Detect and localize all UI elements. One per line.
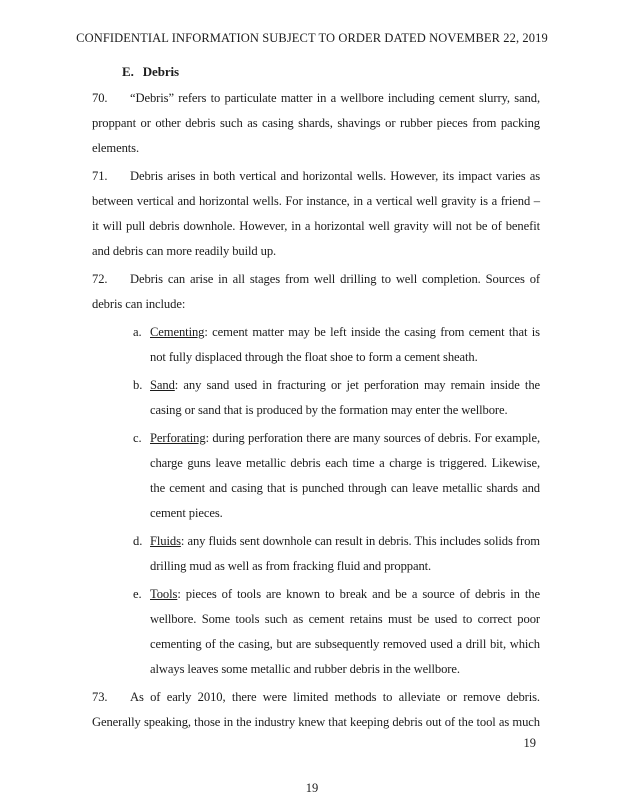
paragraph-text: Debris arises in both vertical and horizontal wells. However, its impact varies as between vertical and horizontal wells. For instance, in a vertical well gravity is a friend – it will pull debris downhole. However, in a horizontal well gravity will not be of benefit and debris can more readily build up. — [92, 169, 540, 258]
paragraph-number: 71. — [92, 169, 108, 183]
list-item-letter: d. — [133, 534, 143, 548]
paragraph-text: Debris can arise in all stages from well drilling to well completion. Sources of debris can include: — [92, 272, 540, 311]
document-body — [92, 59, 540, 735]
list-item-label: Perforating — [150, 431, 206, 445]
paragraph-72 — [92, 267, 540, 317]
section-heading — [122, 59, 540, 84]
list-item-text: : pieces of tools are known to break and be a source of debris in the wellbore. Some tools such as cement retains must be used to correct poor cementing of the casing, but are subsequently removed used a drill bit, which always leaves some metallic and rubber debris in the wellbore. — [150, 587, 540, 676]
list-item-letter: c. — [133, 431, 142, 445]
section-heading-letter: E. — [122, 64, 134, 79]
list-item-tools — [133, 582, 540, 682]
list-item-fluids — [133, 529, 540, 579]
confidentiality-header: CONFIDENTIAL INFORMATION SUBJECT TO ORDER DATED NOVEMBER 22, 2019 — [76, 31, 548, 45]
debris-sources-list — [92, 320, 540, 682]
list-item-letter: e. — [133, 587, 142, 601]
list-item-letter: a. — [133, 325, 142, 339]
list-item-perforating — [133, 426, 540, 526]
paragraph-text: As of early 2010, there were limited methods to alleviate or remove debris. Generally speaking, those in the industry knew that keeping debris out of the tool as much — [92, 690, 540, 729]
paragraph-number: 72. — [92, 272, 108, 286]
paragraph-73 — [92, 685, 540, 735]
paragraph-71 — [92, 164, 540, 264]
paragraph-text: “Debris” refers to particulate matter in a wellbore including cement slurry, sand, proppant or other debris such as casing shards, shavings or rubber pieces from packing elements. — [92, 91, 540, 155]
list-item-text: : any sand used in fracturing or jet perforation may remain inside the casing or sand that is produced by the formation may enter the wellbore. — [150, 378, 540, 417]
list-item-label: Cementing — [150, 325, 205, 339]
section-heading-title: Debris — [142, 64, 179, 79]
list-item-label: Fluids — [150, 534, 181, 548]
list-item-cementing — [133, 320, 540, 370]
paragraph-number: 73. — [92, 690, 108, 704]
page-number-right: 19 — [523, 736, 536, 750]
list-item-text: : any fluids sent downhole can result in debris. This includes solids from drilling mud as well as from fracking fluid and proppant. — [150, 534, 540, 573]
paragraph-number: 70. — [92, 91, 108, 105]
list-item-letter: b. — [133, 378, 143, 392]
list-item-label: Tools — [150, 587, 178, 601]
list-item-text: : during perforation there are many sources of debris. For example, charge guns leave metallic debris each time a charge is triggered. Likewise, the cement and casing that is punched through can leave metallic shards and cement pieces. — [150, 431, 540, 520]
paragraph-70 — [92, 86, 540, 161]
list-item-text: : cement matter may be left inside the casing from cement that is not fully displaced through the float shoe to form a cement sheath. — [150, 325, 540, 364]
list-item-sand — [133, 373, 540, 423]
page-number-bottom: 19 — [305, 781, 319, 795]
list-item-label: Sand — [150, 378, 175, 392]
